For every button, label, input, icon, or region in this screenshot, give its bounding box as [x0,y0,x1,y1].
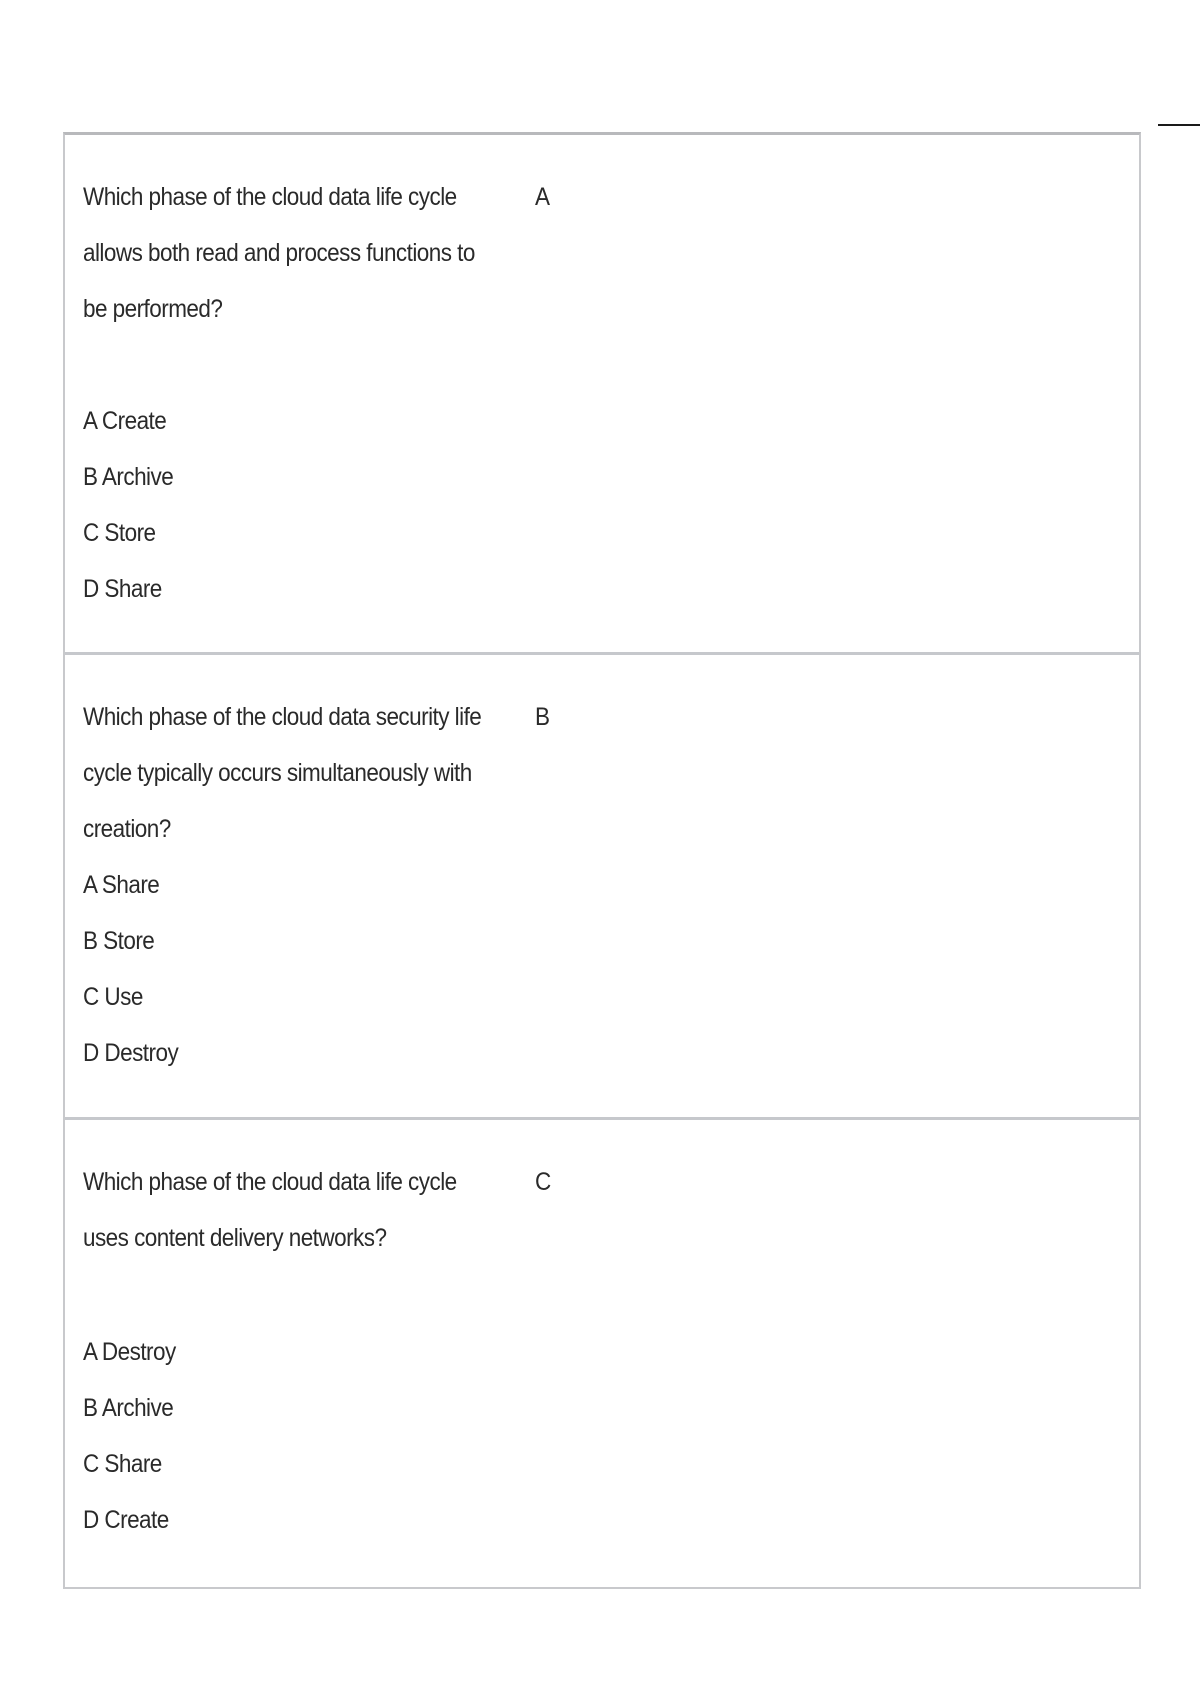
option-list [83,1324,176,1548]
option-item: B Archive [83,463,174,491]
option-item: C Store [83,519,156,547]
option-item: A Create [83,407,167,435]
flashcard-1 [65,135,1139,655]
answer-text: C [535,1168,552,1196]
question-text: Which phase of the cloud data life cycle uses content delivery networks? [83,1168,457,1252]
flashcard-table [63,132,1141,1589]
option-item: D Share [83,575,162,603]
option-item: A Share [83,871,160,899]
flashcard-2 [65,655,1139,1120]
option-item: A Destroy [83,1338,176,1366]
option-list [83,393,173,617]
option-item: B Archive [83,1394,174,1422]
option-item: C Use [83,983,143,1011]
option-item: C Share [83,1450,162,1478]
question-text: Which phase of the cloud data life cycle allows both read and process functions to be performed? [83,183,475,323]
option-list [83,857,178,1081]
answer-text: A [535,183,551,211]
question-text: Which phase of the cloud data security life cycle typically occurs simultaneously with creation? [83,703,482,843]
flashcard-3 [65,1120,1139,1587]
corner-dash-divider [1158,124,1200,126]
option-item: D Create [83,1506,169,1534]
option-item: B Store [83,927,155,955]
answer-text: B [535,703,551,731]
option-item: D Destroy [83,1039,179,1067]
